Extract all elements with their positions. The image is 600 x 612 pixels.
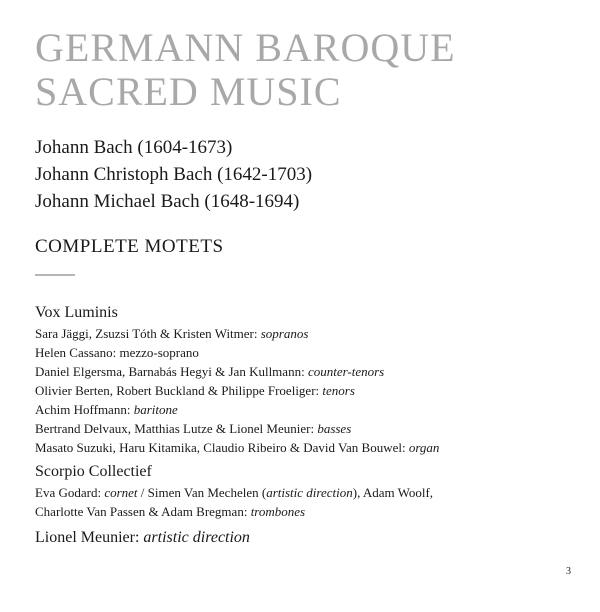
credit-role: sopranos: [260, 326, 309, 341]
credit-names: ), Adam Woolf,: [352, 485, 434, 500]
credit-line: [35, 502, 439, 521]
divider: [35, 274, 75, 276]
album-title-line-2: SACRED MUSIC: [35, 69, 342, 114]
credit-role: tenors: [322, 383, 355, 398]
credit-names: Sara Jäggi, Zsuzsi Tóth & Kristen Witmer:: [35, 326, 261, 341]
page-number: 3: [566, 566, 571, 577]
credit-names: Masato Suzuki, Haru Kitamika, Claudio Ribeiro & David Van Bouwel:: [35, 440, 409, 455]
credit-line: [35, 438, 439, 457]
credit-names: Helen Cassano: mezzo-soprano: [35, 345, 199, 360]
credit-role: trombones: [250, 504, 306, 519]
performer-credits: [35, 302, 439, 549]
credit-line: [35, 400, 439, 419]
credit-line: [35, 381, 439, 400]
credit-names: Daniel Elgersma, Barnabás Hegyi & Jan Kullmann:: [35, 364, 308, 379]
credit-role: cornet: [104, 485, 138, 500]
credit-role: baritone: [133, 402, 178, 417]
composer-item: Johann Bach (1604-1673): [35, 137, 233, 158]
credit-names: Bertrand Delvaux, Matthias Lutze & Lionel Meunier:: [35, 421, 318, 436]
composer-item: Johann Michael Bach (1648-1694): [35, 191, 300, 212]
credit-line: [35, 362, 439, 381]
credit-role: artistic direction: [266, 485, 353, 500]
composer-item: Johann Christoph Bach (1642-1703): [35, 164, 313, 185]
ensemble-name: Vox Luminis: [35, 304, 118, 321]
director-credit: [35, 527, 439, 549]
album-title-line-1: GERMANN BAROQUE: [35, 25, 456, 70]
album-subtitle: COMPLETE MOTETS: [35, 236, 224, 257]
credit-line: [35, 324, 439, 343]
credit-names: Eva Godard:: [35, 485, 105, 500]
album-title: [35, 26, 456, 114]
credit-role: counter-tenors: [307, 364, 385, 379]
credit-role: basses: [317, 421, 352, 436]
credit-line: [35, 419, 439, 438]
credit-names: Charlotte Van Passen & Adam Bregman:: [35, 504, 251, 519]
credit-role: organ: [408, 440, 440, 455]
credit-names: Olivier Berten, Robert Buckland & Philippe Froeliger:: [35, 383, 323, 398]
credit-names: / Simen Van Mechelen (: [137, 485, 267, 500]
credit-role: artistic direction: [143, 529, 250, 546]
composer-list: [35, 134, 312, 215]
credit-line: [35, 483, 439, 502]
ensemble-name: Scorpio Collectief: [35, 463, 152, 480]
credit-line: [35, 343, 439, 362]
credit-names: Achim Hoffmann:: [35, 402, 134, 417]
credit-names: Lionel Meunier:: [35, 529, 144, 546]
